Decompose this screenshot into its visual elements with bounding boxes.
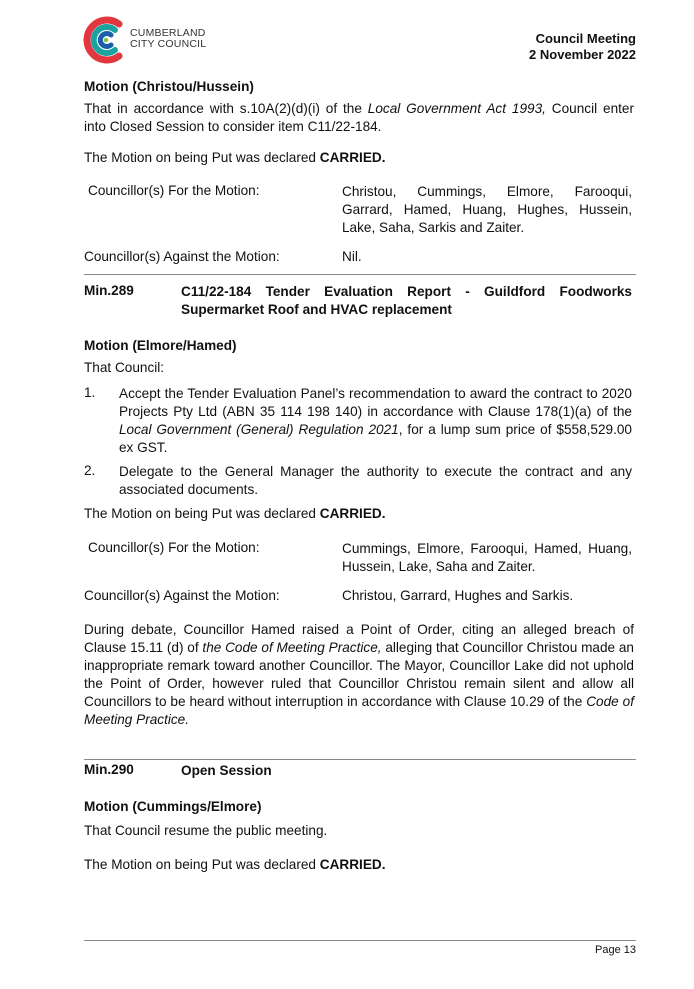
against-value-1: Nil. [342, 249, 362, 264]
logo-line2: CITY COUNCIL [130, 38, 207, 50]
meeting-date: 2 November 2022 [529, 47, 636, 62]
against-value-2: Christou, Garrard, Hughes and Sarkis. [342, 588, 574, 603]
minute-number-289: Min.289 [84, 283, 134, 298]
motion-text-1: That in accordance with s.10A(2)(d)(i) of the Local Government Act 1993, Council enter into Closed Session to consider item C11/22-184. [84, 101, 635, 134]
motion-heading-1: Motion (Christou/Hussein) [84, 79, 254, 94]
for-value-1: Christou, Cummings, Elmore, Farooqui, Garrard, Hamed, Huang, Hughes, Hussein, Lake, Saha, Sarkis and Zaiter. [342, 184, 632, 235]
page-number: Page 13 [595, 944, 636, 956]
item-number-2: 2. [84, 463, 96, 478]
minute-title-289: C11/22-184 Tender Evaluation Report - Guildford Foodworks Supermarket Roof and HVAC replacement [181, 284, 632, 317]
item-text-1: Accept the Tender Evaluation Panel’s recommendation to award the contract to 2020 Projects Pty Ltd (ABN 35 114 198 140) in accordance with Clause 178(1)(a) of the Local Government (General) Regulation 2021, for a lump sum price of $558,529.00 ex GST. [119, 386, 632, 455]
footer-divider [84, 940, 636, 941]
logo-line1: CUMBERLAND [130, 27, 206, 39]
page-header [529, 31, 636, 63]
item-text-2: Delegate to the General Manager the authority to execute the contract and any associated documents. [119, 464, 632, 497]
minute-title-290: Open Session [181, 763, 272, 778]
against-label-2: Councillor(s) Against the Motion: [84, 588, 280, 603]
minute-number-290: Min.290 [84, 762, 134, 777]
declared-3: The Motion on being Put was declared CARRIED. [84, 857, 386, 872]
declared-1: The Motion on being Put was declared CARRIED. [84, 150, 386, 165]
logo-wordmark [130, 28, 206, 50]
declared-2: The Motion on being Put was declared CARRIED. [84, 506, 386, 521]
motion-text-3: That Council resume the public meeting. [84, 823, 328, 838]
divider-1 [84, 274, 636, 275]
motion-heading-2: Motion (Elmore/Hamed) [84, 338, 237, 353]
cumberland-logo-mark-icon [81, 14, 129, 66]
debate-paragraph: During debate, Councillor Hamed raised a Point of Order, citing an alleged breach of Clause 15.11 (d) of the Code of Meeting Practice, alleging that Councillor Christou made an inappropriate remark toward another Councillor. The Mayor, Councillor Lake did not uphold the Point of Order, however ruled that Councillor Christou remain silent and allow all Councillors to be heard without interruption in accordance with Clause 10.29 of the Code of Meeting Practice. [84, 622, 634, 727]
motion-heading-3: Motion (Cummings/Elmore) [84, 799, 262, 814]
motion-intro-2: That Council: [84, 360, 165, 375]
divider-2 [84, 759, 636, 760]
against-label-1: Councillor(s) Against the Motion: [84, 249, 280, 264]
meeting-title: Council Meeting [535, 31, 636, 46]
for-label-2: Councillor(s) For the Motion: [88, 540, 260, 555]
item-number-1: 1. [84, 385, 96, 400]
for-value-2: Cummings, Elmore, Farooqui, Hamed, Huang, Hussein, Lake, Saha and Zaiter. [342, 541, 632, 574]
for-label-1: Councillor(s) For the Motion: [88, 183, 260, 198]
